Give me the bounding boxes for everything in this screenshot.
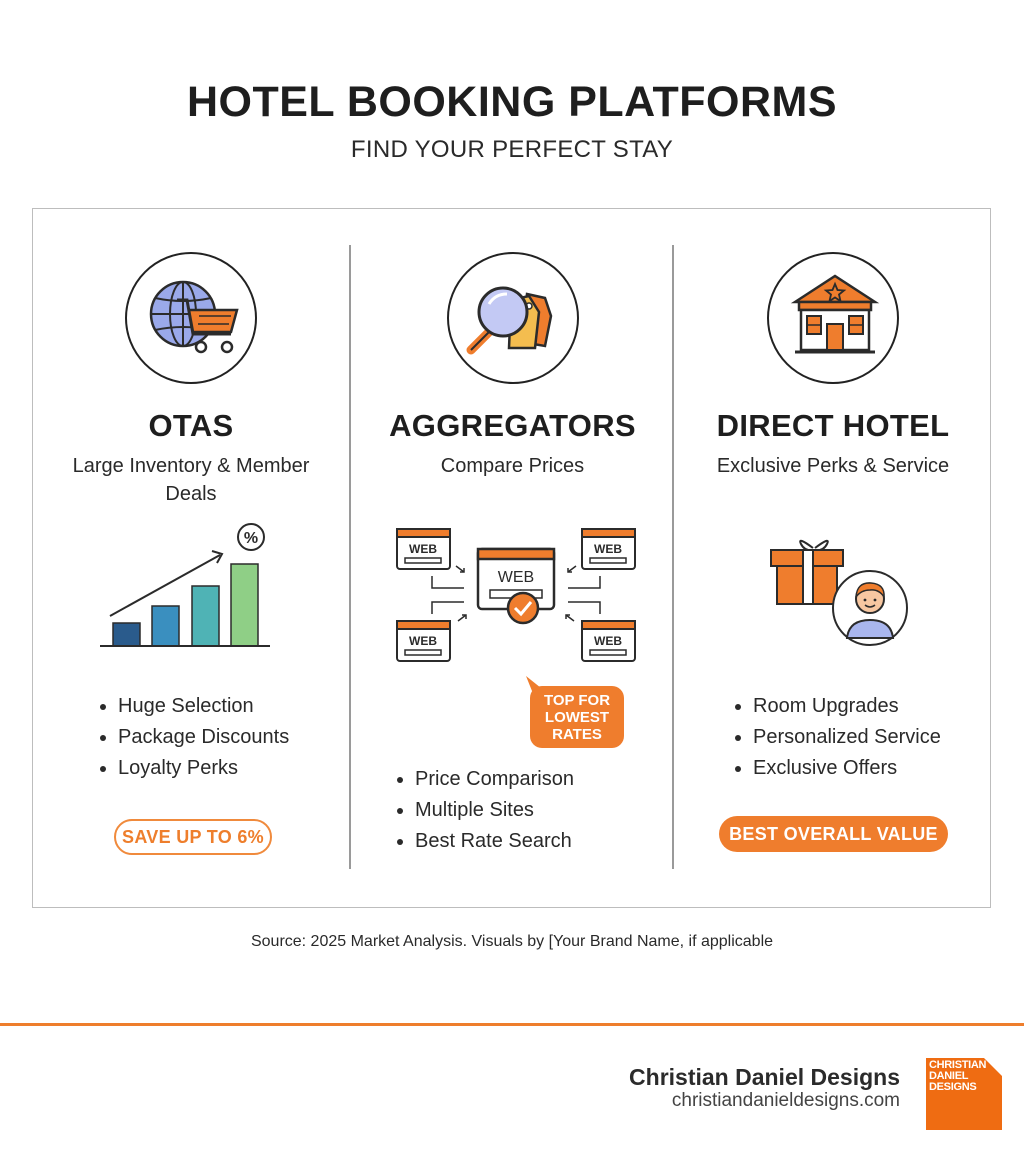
list-item: Room Upgrades: [735, 691, 941, 722]
magnifier-tags-icon: [447, 252, 579, 384]
lowest-rates-callout: TOP FOR LOWEST RATES: [530, 686, 624, 748]
logo-text: CHRISTIAN DANIEL DESIGNS: [929, 1059, 987, 1093]
column-subtitle: Compare Prices: [440, 455, 585, 477]
savings-badge: SAVE UP TO 6%: [114, 819, 272, 855]
list-item: Loyalty Perks: [100, 753, 289, 784]
web-window-label: WEB: [594, 542, 622, 556]
feature-list: [397, 764, 574, 857]
web-window-label: WEB: [497, 569, 535, 586]
column-subtitle: Exclusive Perks & Service: [716, 455, 950, 477]
feature-list: [735, 691, 941, 784]
globe-cart-icon: [125, 252, 257, 384]
list-item: Multiple Sites: [397, 795, 574, 826]
column-title: AGGREGATORS: [389, 408, 636, 443]
gift-guest-icon: [675, 508, 991, 678]
best-value-badge: BEST OVERALL VALUE: [719, 816, 948, 852]
column-direct-hotel: [675, 208, 991, 908]
brand-logo: [926, 1058, 1002, 1132]
footer-divider: [0, 1023, 1024, 1026]
column-otas: [32, 208, 350, 908]
list-item: Price Comparison: [397, 764, 574, 795]
web-window-label: WEB: [409, 634, 437, 648]
brand-name: Christian Daniel Designs: [629, 1064, 900, 1090]
web-window-label: WEB: [594, 634, 622, 648]
list-item: Exclusive Offers: [735, 753, 941, 784]
hotel-building-icon: [767, 252, 899, 384]
column-subtitle: Large Inventory & Member Deals: [72, 455, 310, 505]
list-item: Package Discounts: [100, 722, 289, 753]
web-window-label: WEB: [409, 542, 437, 556]
column-title: DIRECT HOTEL: [716, 408, 950, 443]
feature-list: [100, 691, 289, 784]
page-subtitle: FIND YOUR PERFECT STAY: [350, 136, 674, 163]
column-aggregators: [352, 208, 673, 908]
list-item: Personalized Service: [735, 722, 941, 753]
list-item: Huge Selection: [100, 691, 289, 722]
growth-chart-icon: [32, 508, 350, 668]
page-title: HOTEL BOOKING PLATFORMS: [186, 78, 838, 126]
percent-badge: %: [243, 530, 259, 547]
web-network-icon: [352, 508, 673, 678]
brand-url[interactable]: christiandanieldesigns.com: [671, 1090, 900, 1111]
source-note: Source: 2025 Market Analysis. Visuals by [Your Brand Name, if applicable: [250, 933, 774, 950]
column-title: OTAS: [148, 408, 234, 443]
list-item: Best Rate Search: [397, 826, 574, 857]
